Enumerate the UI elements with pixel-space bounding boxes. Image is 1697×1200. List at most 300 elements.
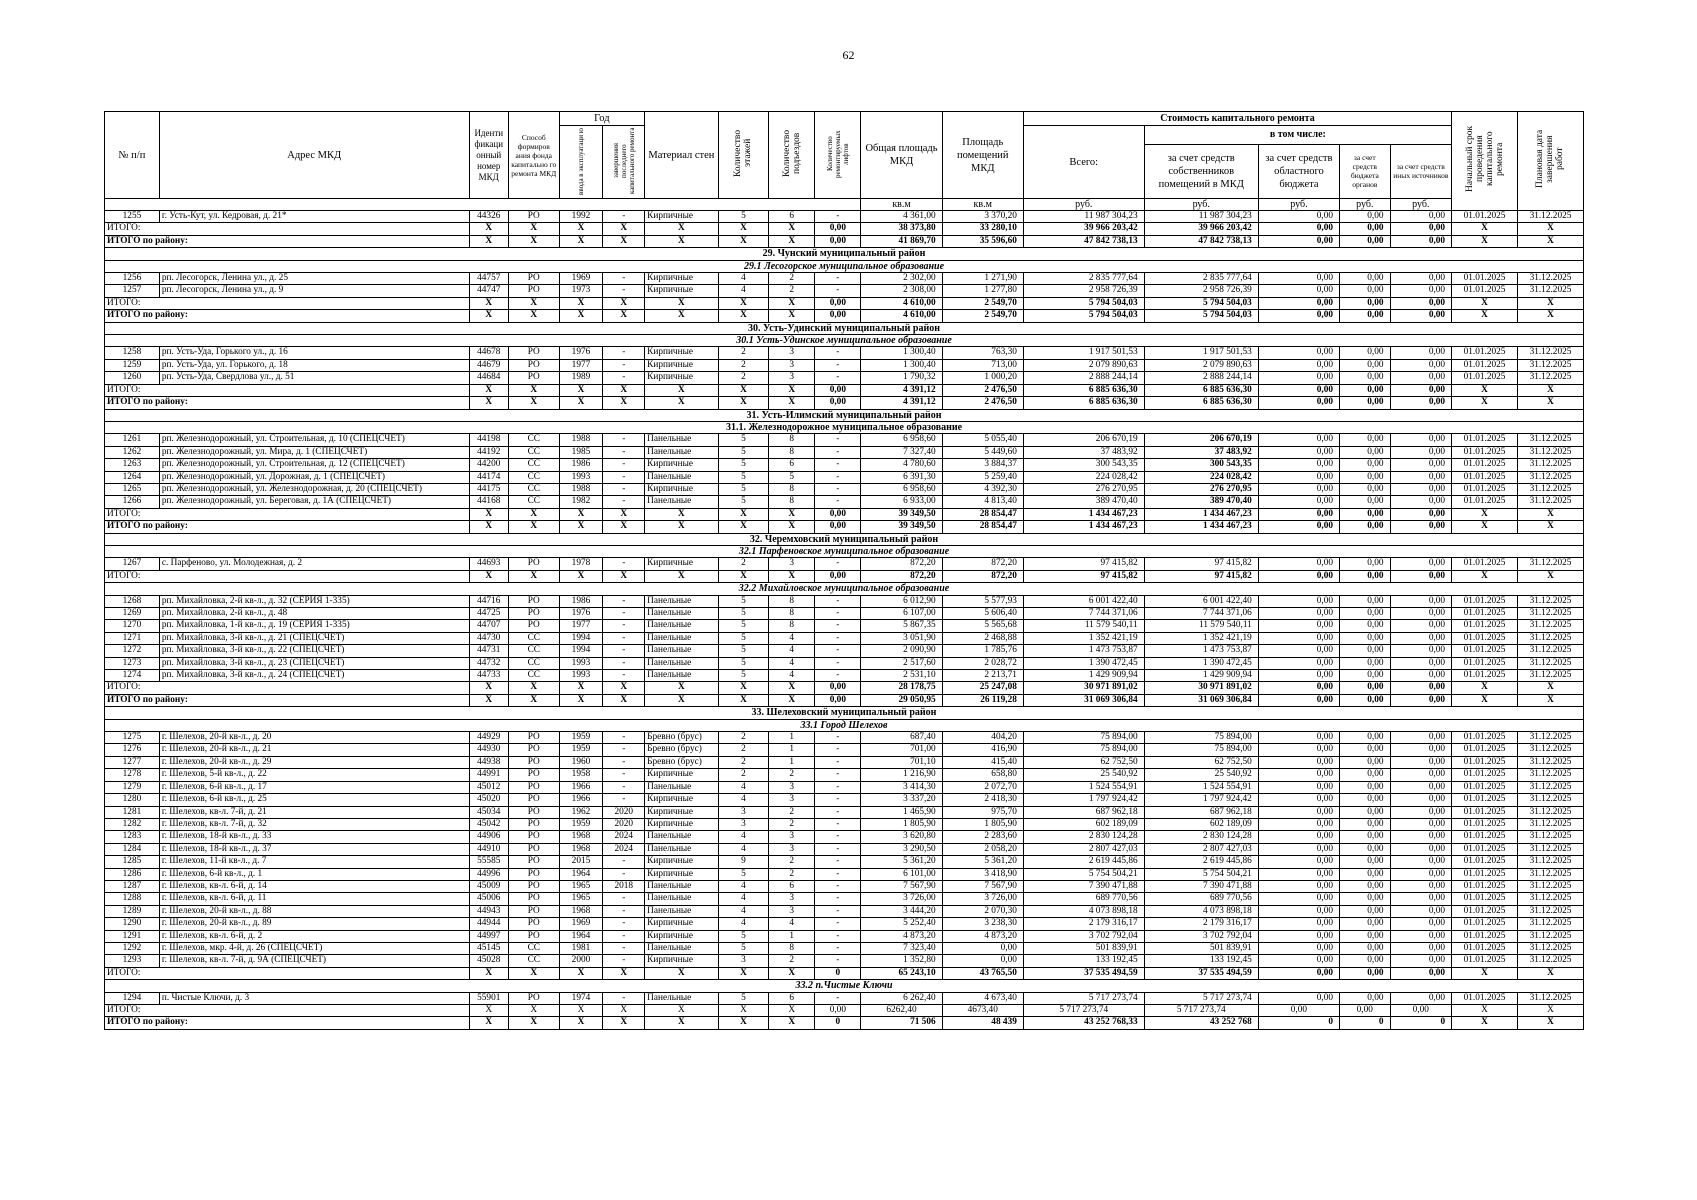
row-number: 1290 [105,918,160,930]
cell-e: 4 [769,657,815,669]
cell-d1: 01.01.2025 [1452,372,1518,384]
table-row [105,657,1584,669]
cell-y2: 2024 [603,831,645,843]
cell-c3: 0,00 [1340,211,1391,223]
total-s2: 28 854,47 [942,521,1023,533]
register-body [105,211,1584,1030]
header-area-total: Общая площадь МКД [861,112,942,199]
cell-d1: 01.01.2025 [1452,459,1518,471]
table-row [105,893,1584,905]
cell-id: 44906 [469,831,509,843]
cell-f: 4 [718,843,769,855]
cell-f: 3 [718,955,769,967]
subtotal-row [105,570,1584,582]
total-c3: 0,00 [1340,521,1391,533]
cell-y1: 1982 [559,496,603,508]
total-d2: X [1517,694,1583,706]
cell-c4: 0,00 [1390,756,1452,768]
cell-y2: - [603,285,645,297]
cell-s1: 872,20 [861,558,942,570]
cell-id: 44326 [469,211,509,223]
row-number: 1281 [105,806,160,818]
cell-c: 689 770,56 [1023,893,1144,905]
cell-c4: 0,00 [1390,347,1452,359]
district-total-label: ИТОГО по району: [105,1017,470,1029]
cell-c1: 1 524 554,91 [1144,781,1258,793]
district-heading [105,248,1584,260]
cell-c1: 1 917 501,53 [1144,347,1258,359]
row-address: г. Шелехов, кв-л. 6-й, д. 11 [159,893,469,905]
cell-m: РО [509,769,560,781]
cell-c1: 1 473 753,87 [1144,645,1258,657]
cell-id: 45042 [469,818,509,830]
cell-c: 276 270,95 [1023,483,1144,495]
cell-m: РО [509,732,560,744]
cell-y1: 1977 [559,620,603,632]
cell-f: 4 [718,273,769,285]
total-id: X [469,384,509,396]
row-number: 1278 [105,769,160,781]
header-method: Способ формиров ания фонда капитально го ремонта МКД [509,112,560,199]
total-d1: X [1452,1005,1518,1017]
total-y2: X [603,384,645,396]
cell-c2: 0,00 [1258,831,1339,843]
cell-w: Панельные [645,781,719,793]
cell-y1: 1994 [559,632,603,644]
total-f: X [718,967,769,979]
cell-c3: 0,00 [1340,347,1391,359]
total-c2: 0,00 [1258,397,1339,409]
cell-y1: 1985 [559,446,603,458]
cell-y2: - [603,794,645,806]
cell-s2: 2 070,30 [942,905,1023,917]
total-w: X [645,521,719,533]
cell-s2: 3 884,37 [942,459,1023,471]
cell-m: РО [509,868,560,880]
cell-id: 44725 [469,608,509,620]
cell-c2: 0,00 [1258,794,1339,806]
total-m: X [509,235,560,247]
cell-c: 75 894,00 [1023,732,1144,744]
cell-c4: 0,00 [1390,558,1452,570]
cell-d2: 31.12.2025 [1517,806,1583,818]
cell-s1: 6 262,40 [861,992,942,1004]
cell-y2: - [603,781,645,793]
cell-c3: 0,00 [1340,843,1391,855]
cell-c2: 0,00 [1258,558,1339,570]
total-s2: 48 439 [942,1017,1023,1029]
total-e: X [769,235,815,247]
cell-id: 44930 [469,744,509,756]
row-address: г. Шелехов, кв-л. 6-й, д. 14 [159,880,469,892]
subtotal-label: ИТОГО: [105,384,470,396]
row-address: рп. Лесогорск, Ленина ул., д. 9 [159,285,469,297]
row-address: г. Шелехов, 20-й кв-л., д. 20 [159,732,469,744]
cell-w: Панельные [645,905,719,917]
total-id: X [469,682,509,694]
total-d1: X [1452,1017,1518,1029]
total-c1: 39 966 203,42 [1144,223,1258,235]
cell-d2: 31.12.2025 [1517,211,1583,223]
cell-y2: - [603,211,645,223]
total-d2: X [1517,310,1583,322]
cell-s2: 5 565,68 [942,620,1023,632]
cell-c1: 37 483,92 [1144,446,1258,458]
district-total-row [105,1017,1584,1029]
cell-s1: 1 352,80 [861,955,942,967]
cell-s1: 7 327,40 [861,446,942,458]
cell-m: СС [509,496,560,508]
cell-w: Кирпичные [645,794,719,806]
municipality-heading-label: 32.1 Парфеновское муниципальное образование [105,545,1584,557]
cell-c: 25 540,92 [1023,769,1144,781]
total-y2: X [603,397,645,409]
cell-c: 687 962,18 [1023,806,1144,818]
total-c3: 0,00 [1340,570,1391,582]
cell-s2: 2 072,70 [942,781,1023,793]
cell-e: 6 [769,992,815,1004]
header-lifts: Количество ремонтируемых лифтов [815,112,861,199]
cell-c: 7 744 371,06 [1023,608,1144,620]
total-s1: 65 243,10 [861,967,942,979]
total-s2: 33 280,10 [942,223,1023,235]
table-row [105,347,1584,359]
cell-w: Кирпичные [645,818,719,830]
row-address: г. Шелехов, кв-л. 7-й, д. 32 [159,818,469,830]
subtotal-row [105,297,1584,309]
cell-y1: 1965 [559,893,603,905]
cell-y2: - [603,446,645,458]
cell-s2: 4 813,40 [942,496,1023,508]
cell-c2: 0,00 [1258,347,1339,359]
cell-c: 3 702 792,04 [1023,930,1144,942]
cell-m: РО [509,992,560,1004]
cell-c2: 0,00 [1258,471,1339,483]
total-d2: X [1517,1017,1583,1029]
cell-c1: 25 540,92 [1144,769,1258,781]
cell-f: 5 [718,483,769,495]
cell-l: - [815,794,861,806]
cell-c4: 0,00 [1390,843,1452,855]
page-number: 62 [842,48,855,62]
total-id: X [469,310,509,322]
cell-m: РО [509,905,560,917]
cell-c2: 0,00 [1258,893,1339,905]
cell-y1: 1968 [559,843,603,855]
cell-l: - [815,930,861,942]
total-s1: 39 349,50 [861,508,942,520]
row-address: рп. Михайловка, 3-й кв-л., д. 22 (СПЕЦСЧЕТ) [159,645,469,657]
header-end: Плановая дата завершения работ [1517,112,1583,211]
cell-c: 1 473 753,87 [1023,645,1144,657]
cell-e: 2 [769,273,815,285]
cell-m: РО [509,595,560,607]
total-c1: 1 434 467,23 [1144,521,1258,533]
total-c2: 0,00 [1258,310,1339,322]
total-c3: 0,00 [1340,384,1391,396]
cell-d2: 31.12.2025 [1517,744,1583,756]
total-s1: 71 506 [861,1017,942,1029]
total-s1: 38 373,80 [861,223,942,235]
district-total-label: ИТОГО по району: [105,235,470,247]
cell-s2: 1 277,80 [942,285,1023,297]
total-s2: 2 549,70 [942,310,1023,322]
cell-l: - [815,645,861,657]
cell-c4: 0,00 [1390,285,1452,297]
row-address: г. Шелехов, кв-л. 7-й, д. 9А (СПЕЦСЧЕТ) [159,955,469,967]
cell-s1: 3 726,00 [861,893,942,905]
total-y2: X [603,508,645,520]
municipality-heading-label: 32.2 Михайловское муниципальное образование [105,583,1584,595]
row-address: рп. Железнодорожный, ул. Строительная, д. 10 (СПЕЦСЧЕТ) [159,434,469,446]
cell-c4: 0,00 [1390,446,1452,458]
cell-c1: 5 717 273,74 [1144,992,1258,1004]
table-row [105,769,1584,781]
cell-c4: 0,00 [1390,868,1452,880]
cell-f: 2 [718,769,769,781]
total-y1: X [559,297,603,309]
cell-c1: 6 001 422,40 [1144,595,1258,607]
header-address: Адрес МКД [159,112,469,199]
cell-e: 1 [769,756,815,768]
cell-e: 8 [769,434,815,446]
cell-id: 44192 [469,446,509,458]
header-floors: Количество этажей [718,112,769,199]
cell-e: 2 [769,955,815,967]
cell-c2: 0,00 [1258,905,1339,917]
cell-c3: 0,00 [1340,781,1391,793]
row-number: 1294 [105,992,160,1004]
cell-c3: 0,00 [1340,459,1391,471]
cell-e: 3 [769,359,815,371]
total-f: X [718,297,769,309]
total-s1: 4 610,00 [861,310,942,322]
total-y2: X [603,967,645,979]
table-row [105,645,1584,657]
total-c4: 0,00 [1390,1005,1452,1017]
cell-c: 62 752,50 [1023,756,1144,768]
total-w: X [645,694,719,706]
cell-s1: 4 780,60 [861,459,942,471]
cell-w: Панельные [645,620,719,632]
cell-f: 5 [718,620,769,632]
cell-d1: 01.01.2025 [1452,273,1518,285]
row-address: г. Шелехов, 6-й кв-л., д. 17 [159,781,469,793]
cell-c4: 0,00 [1390,918,1452,930]
cell-c1: 602 189,09 [1144,818,1258,830]
total-s1: 28 178,75 [861,682,942,694]
row-number: 1283 [105,831,160,843]
cell-f: 4 [718,905,769,917]
cell-c2: 0,00 [1258,843,1339,855]
cell-s2: 1 805,90 [942,818,1023,830]
cell-w: Кирпичные [645,359,719,371]
cell-s2: 3 370,20 [942,211,1023,223]
cell-s1: 6 391,30 [861,471,942,483]
cell-w: Кирпичные [645,459,719,471]
cell-m: РО [509,806,560,818]
cell-y2: - [603,359,645,371]
cell-s2: 1 271,90 [942,273,1023,285]
cell-c4: 0,00 [1390,434,1452,446]
cell-s1: 4 873,20 [861,930,942,942]
cell-c4: 0,00 [1390,372,1452,384]
total-d1: X [1452,508,1518,520]
total-y2: X [603,521,645,533]
row-address: с. Парфеново, ул. Молодежная, д. 2 [159,558,469,570]
cell-l: - [815,781,861,793]
cell-d2: 31.12.2025 [1517,992,1583,1004]
cell-y2: 2020 [603,818,645,830]
table-row [105,620,1584,632]
cell-l: - [815,670,861,682]
cell-e: 1 [769,744,815,756]
cell-w: Кирпичные [645,868,719,880]
cell-w: Панельные [645,831,719,843]
cell-c3: 0,00 [1340,732,1391,744]
table-row [105,942,1584,954]
cell-id: 44757 [469,273,509,285]
cell-y1: 1969 [559,918,603,930]
total-id: X [469,297,509,309]
cell-w: Кирпичные [645,285,719,297]
cell-d1: 01.01.2025 [1452,769,1518,781]
cell-c2: 0,00 [1258,806,1339,818]
row-number: 1275 [105,732,160,744]
cell-s2: 2 058,20 [942,843,1023,855]
cell-c: 1 917 501,53 [1023,347,1144,359]
cell-e: 4 [769,918,815,930]
subtotal-row [105,508,1584,520]
table-row [105,756,1584,768]
cell-s2: 5 577,93 [942,595,1023,607]
cell-id: 44168 [469,496,509,508]
total-e: X [769,508,815,520]
row-address: г. Шелехов, кв-л. 6-й, д. 2 [159,930,469,942]
cell-c3: 0,00 [1340,434,1391,446]
cell-l: - [815,496,861,508]
row-address: г. Шелехов, кв-л. 7-й, д. 21 [159,806,469,818]
total-c4: 0,00 [1390,384,1452,396]
cell-w: Кирпичные [645,347,719,359]
cell-y1: 1981 [559,942,603,954]
unit-cost-regional: руб. [1258,199,1339,211]
total-y1: X [559,223,603,235]
unit-area-total: кв.м [861,199,942,211]
cell-c3: 0,00 [1340,645,1391,657]
cell-d2: 31.12.2025 [1517,372,1583,384]
row-address: рп. Усть-Уда, ул. Горького, д. 18 [159,359,469,371]
cell-c1: 501 839,91 [1144,942,1258,954]
cell-c: 133 192,45 [1023,955,1144,967]
row-address: г. Шелехов, 6-й кв-л., д. 1 [159,868,469,880]
cell-c1: 2 807 427,03 [1144,843,1258,855]
district-total-row [105,397,1584,409]
cell-f: 4 [718,781,769,793]
municipality-heading-label: 33.1 Город Шелехов [105,719,1584,731]
cell-c3: 0,00 [1340,595,1391,607]
cell-y2: - [603,930,645,942]
cell-d2: 31.12.2025 [1517,471,1583,483]
table-row [105,558,1584,570]
cell-c4: 0,00 [1390,930,1452,942]
total-l: 0,00 [815,1005,861,1017]
row-number: 1291 [105,930,160,942]
cell-c1: 300 543,35 [1144,459,1258,471]
table-row [105,359,1584,371]
cell-l: - [815,918,861,930]
subtotal-row [105,682,1584,694]
cell-c1: 1 352 421,19 [1144,632,1258,644]
total-w: X [645,297,719,309]
total-f: X [718,384,769,396]
cell-l: - [815,372,861,384]
cell-y1: 2000 [559,955,603,967]
cell-w: Панельные [645,843,719,855]
cell-f: 5 [718,645,769,657]
subtotal-label: ИТОГО: [105,297,470,309]
cell-w: Бревно (брус) [645,732,719,744]
cell-d1: 01.01.2025 [1452,930,1518,942]
cell-c1: 1 429 909,94 [1144,670,1258,682]
cell-c: 7 390 471,88 [1023,880,1144,892]
cell-d1: 01.01.2025 [1452,657,1518,669]
cell-s2: 2 418,30 [942,794,1023,806]
row-number: 1279 [105,781,160,793]
cell-id: 44200 [469,459,509,471]
total-c: 47 842 738,13 [1023,235,1144,247]
cell-c: 389 470,40 [1023,496,1144,508]
total-m: X [509,682,560,694]
cell-w: Панельные [645,670,719,682]
cell-f: 5 [718,942,769,954]
row-number: 1260 [105,372,160,384]
municipality-heading [105,583,1584,595]
cell-s2: 416,90 [942,744,1023,756]
subtotal-label: ИТОГО: [105,682,470,694]
district-heading [105,322,1584,334]
cell-c: 11 579 540,11 [1023,620,1144,632]
table-row [105,595,1584,607]
cell-y1: 1960 [559,756,603,768]
table-row [105,880,1584,892]
cell-c: 2 958 726,39 [1023,285,1144,297]
total-c2: 0,00 [1258,508,1339,520]
cell-c3: 0,00 [1340,794,1391,806]
cell-d2: 31.12.2025 [1517,496,1583,508]
row-number: 1258 [105,347,160,359]
total-y1: X [559,521,603,533]
total-s2: 2 476,50 [942,384,1023,396]
cell-id: 44732 [469,657,509,669]
table-row [105,992,1584,1004]
cell-m: РО [509,880,560,892]
cell-c: 2 830 124,28 [1023,831,1144,843]
cell-id: 44684 [469,372,509,384]
cell-e: 5 [769,471,815,483]
cell-c2: 0,00 [1258,434,1339,446]
cell-l: - [815,744,861,756]
total-m: X [509,397,560,409]
total-s2: 872,20 [942,570,1023,582]
cell-s1: 1 300,40 [861,359,942,371]
cell-y1: 1988 [559,434,603,446]
cell-c4: 0,00 [1390,645,1452,657]
cell-id: 45009 [469,880,509,892]
cell-d2: 31.12.2025 [1517,868,1583,880]
total-w: X [645,967,719,979]
total-f: X [718,694,769,706]
